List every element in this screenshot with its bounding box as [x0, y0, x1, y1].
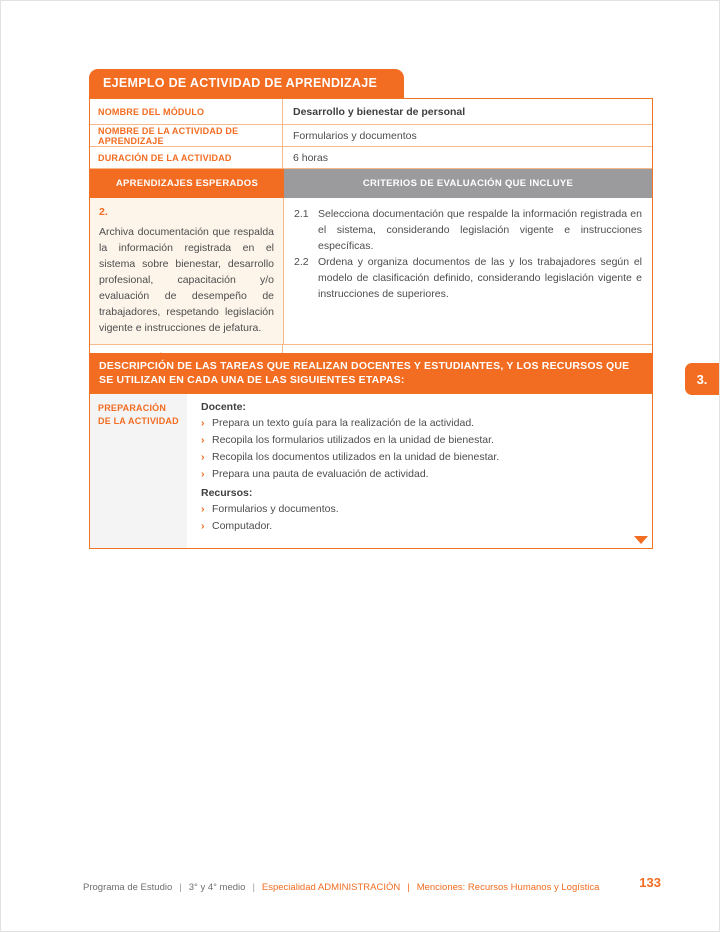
docente-item-text: Recopila los documentos utilizados en la unidad de bienestar.: [212, 451, 500, 463]
recursos-heading: Recursos:: [201, 487, 253, 499]
criteria-number: 2.1: [294, 208, 309, 220]
bullet-arrow-icon: ›: [201, 468, 205, 480]
list-item: [201, 417, 640, 430]
footer-specialty: Especialidad ADMINISTRACIÓN: [261, 881, 401, 893]
duration-value: 6 horas: [293, 152, 329, 164]
docente-item-text: Prepara una pauta de evaluación de actividad.: [212, 468, 429, 480]
criteria-item: [294, 254, 642, 302]
criteria-number: 2.2: [294, 256, 309, 268]
activity-name-label: NOMBRE DE LA ACTIVIDAD DE APRENDIZAJE: [90, 125, 283, 146]
recursos-list: [201, 503, 640, 533]
table-row: [90, 147, 652, 169]
bullet-arrow-icon: ›: [201, 503, 205, 515]
section-tab: [685, 363, 719, 395]
bullet-arrow-icon: ›: [201, 434, 205, 446]
module-name-label: NOMBRE DEL MÓDULO: [90, 99, 283, 124]
expected-learning-text: Archiva documentación que respalda la información registrada en el sistema sobre bienestar, desarrollo profesional, capacitación y/o evaluación de desempeño de trabajadores, respetando legislación vigente e instrucciones de jefatura.: [99, 226, 274, 334]
preparation-table: [89, 393, 653, 549]
footer-mentions: Menciones: Recursos Humanos y Logística: [416, 881, 600, 893]
list-item: [201, 468, 640, 481]
module-name-value: Desarrollo y bienestar de personal: [293, 106, 466, 118]
recursos-item-text: Computador.: [212, 520, 273, 532]
docente-heading: Docente:: [201, 401, 246, 413]
activity-name-value: Formularios y documentos: [293, 130, 417, 142]
footer-separator: |: [252, 881, 255, 893]
bullet-arrow-icon: ›: [201, 520, 205, 532]
recursos-item-text: Formularios y documentos.: [212, 503, 339, 515]
expected-learning-cell: [90, 198, 284, 344]
docente-list: [201, 417, 640, 481]
tasks-description-banner: DESCRIPCIÓN DE LAS TAREAS QUE REALIZAN DOCENTES Y ESTUDIANTES, Y LOS RECURSOS QUE SE UTILIZAN EN CADA UNA DE LAS SIGUIENTES ETAPAS:: [89, 353, 653, 393]
footer-separator: |: [407, 881, 410, 893]
page-number: 133: [639, 875, 661, 890]
list-item: [201, 503, 640, 516]
footer-grade: 3° y 4° medio: [188, 881, 246, 893]
list-item: [201, 434, 640, 447]
footer: [83, 879, 661, 895]
activity-example-title-tab: [89, 69, 404, 98]
preparation-content-cell: [187, 394, 652, 548]
table-header-row: [90, 169, 652, 198]
footer-separator: |: [179, 881, 182, 893]
table-row: [90, 125, 652, 147]
list-item: [201, 520, 640, 533]
criteria-cell: [284, 198, 652, 344]
criteria-item: [294, 206, 642, 254]
criteria-text: Ordena y organiza documentos de las y los trabajadores según el modelo de clasificación definido, considerando legislación vigente e instrucciones de superiores.: [318, 256, 642, 300]
criteria-text: Selecciona documentación que respalde la información registrada en el sistema, considerando legislación vigente e instrucciones específicas.: [318, 208, 642, 252]
learning-content-row: [90, 198, 652, 345]
continuation-arrow-icon: [634, 536, 648, 544]
table-row: [90, 99, 652, 125]
docente-item-text: Recopila los formularios utilizados en la unidad de bienestar.: [212, 434, 494, 446]
list-item: [201, 451, 640, 464]
footer-program: Programa de Estudio: [83, 881, 173, 893]
bullet-arrow-icon: ›: [201, 417, 205, 429]
evaluation-criteria-header: CRITERIOS DE EVALUACIÓN QUE INCLUYE: [284, 169, 652, 198]
section-tab-number: 3.: [696, 371, 708, 387]
expected-learnings-header: APRENDIZAJES ESPERADOS: [90, 169, 284, 198]
activity-example-title: EJEMPLO DE ACTIVIDAD DE APRENDIZAJE: [103, 76, 378, 90]
docente-item-text: Prepara un texto guía para la realización de la actividad.: [212, 417, 475, 429]
duration-label: DURACIÓN DE LA ACTIVIDAD: [90, 147, 283, 168]
preparation-stage-label: PREPARACIÓN DE LA ACTIVIDAD: [90, 394, 187, 548]
bullet-arrow-icon: ›: [201, 451, 205, 463]
expected-learning-number: 2.: [99, 206, 108, 218]
activity-info-table: [89, 98, 653, 370]
